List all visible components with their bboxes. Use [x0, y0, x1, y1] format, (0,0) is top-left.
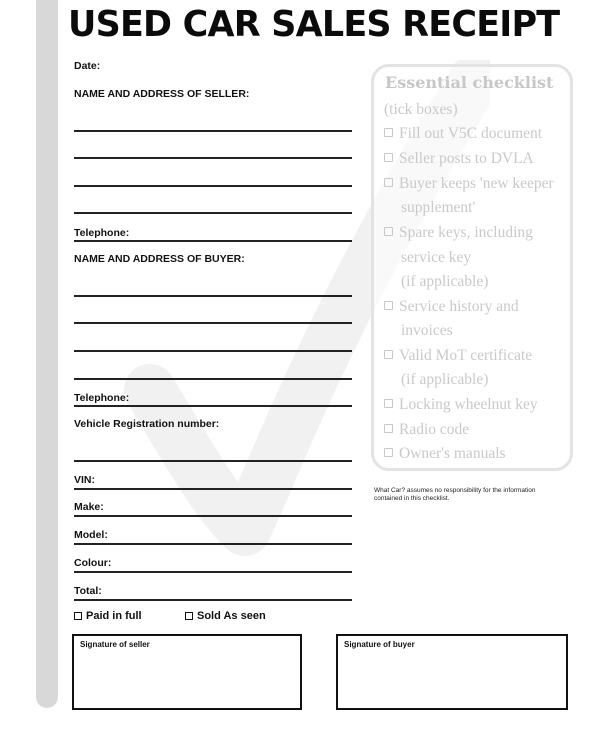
checklist-subtitle: (tick boxes) — [384, 101, 458, 118]
seller-telephone-line[interactable] — [74, 240, 352, 242]
checklist-item[interactable]: Owner's manuals — [384, 445, 506, 463]
checklist-item[interactable]: Locking wheelnut key — [384, 396, 538, 414]
checklist-item[interactable]: Fill out V5C document — [384, 125, 542, 143]
seller-signature-label: Signature of seller — [80, 640, 150, 649]
checkbox-icon[interactable] — [384, 448, 393, 457]
checkbox-icon[interactable] — [384, 424, 393, 433]
checkbox-icon[interactable] — [384, 128, 393, 137]
buyer-signature-box[interactable] — [336, 634, 568, 710]
seller-signature-box[interactable] — [72, 634, 302, 710]
make-line[interactable] — [74, 515, 352, 517]
checkbox-icon[interactable] — [185, 612, 193, 620]
date-label: Date: — [74, 60, 101, 72]
paid-in-full-checkbox[interactable] — [74, 610, 142, 622]
checkbox-icon[interactable] — [384, 350, 393, 359]
seller-heading: NAME AND ADDRESS OF SELLER: — [74, 88, 250, 100]
checklist-item[interactable]: Buyer keeps 'new keeper — [384, 175, 554, 193]
buyer-telephone-label: Telephone: — [74, 392, 130, 404]
checklist-item-continuation: (if applicable) — [401, 273, 489, 290]
checkbox-icon[interactable] — [384, 227, 393, 236]
disclaimer-text: What Car? assumes no responsibility for the information contained in this checklist. — [374, 487, 536, 502]
checklist-item-continuation: invoices — [401, 322, 453, 339]
seller-address-line[interactable] — [74, 130, 352, 132]
buyer-address-line[interactable] — [74, 350, 352, 352]
seller-telephone-label: Telephone: — [74, 227, 130, 239]
total-line[interactable] — [74, 599, 352, 601]
checkbox-icon[interactable] — [384, 301, 393, 310]
checklist-item-continuation: service key — [401, 249, 472, 266]
checklist-item[interactable]: Service history and — [384, 298, 519, 316]
checkbox-icon[interactable] — [384, 178, 393, 187]
checkbox-icon[interactable] — [384, 153, 393, 162]
buyer-address-line[interactable] — [74, 295, 352, 297]
colour-line[interactable] — [74, 571, 352, 573]
checklist-item[interactable]: Radio code — [384, 421, 469, 439]
vin-line[interactable] — [74, 488, 352, 490]
paid-in-full-label: Paid in full — [86, 610, 142, 622]
model-label: Model: — [74, 529, 108, 541]
seller-address-line[interactable] — [74, 157, 352, 159]
buyer-address-line[interactable] — [74, 378, 352, 380]
vehicle-registration-line[interactable] — [74, 460, 352, 462]
page-title: USED CAR SALES RECEIPT — [68, 4, 560, 45]
total-label: Total: — [74, 585, 102, 597]
checklist-title: Essential checklist — [385, 73, 554, 92]
checkbox-icon[interactable] — [384, 399, 393, 408]
vin-label: VIN: — [74, 474, 95, 486]
checklist-item[interactable]: Seller posts to DVLA — [384, 150, 534, 168]
checklist-item[interactable]: Spare keys, including — [384, 224, 533, 242]
checkbox-icon[interactable] — [74, 612, 82, 620]
seller-address-line[interactable] — [74, 212, 352, 214]
buyer-telephone-line[interactable] — [74, 405, 352, 407]
model-line[interactable] — [74, 543, 352, 545]
make-label: Make: — [74, 501, 104, 513]
checklist-item-continuation: (if applicable) — [401, 371, 489, 388]
buyer-address-line[interactable] — [74, 322, 352, 324]
checklist-item[interactable]: Valid MoT certificate — [384, 347, 532, 365]
checklist-item-continuation: supplement' — [401, 199, 476, 216]
vehicle-registration-label: Vehicle Registration number: — [74, 418, 220, 430]
buyer-signature-label: Signature of buyer — [344, 640, 415, 649]
colour-label: Colour: — [74, 557, 112, 569]
buyer-heading: NAME AND ADDRESS OF BUYER: — [74, 253, 245, 265]
sold-as-seen-label: Sold As seen — [197, 610, 266, 622]
seller-address-line[interactable] — [74, 185, 352, 187]
sold-as-seen-checkbox[interactable] — [185, 610, 266, 622]
decorative-side-bar — [36, 0, 58, 708]
